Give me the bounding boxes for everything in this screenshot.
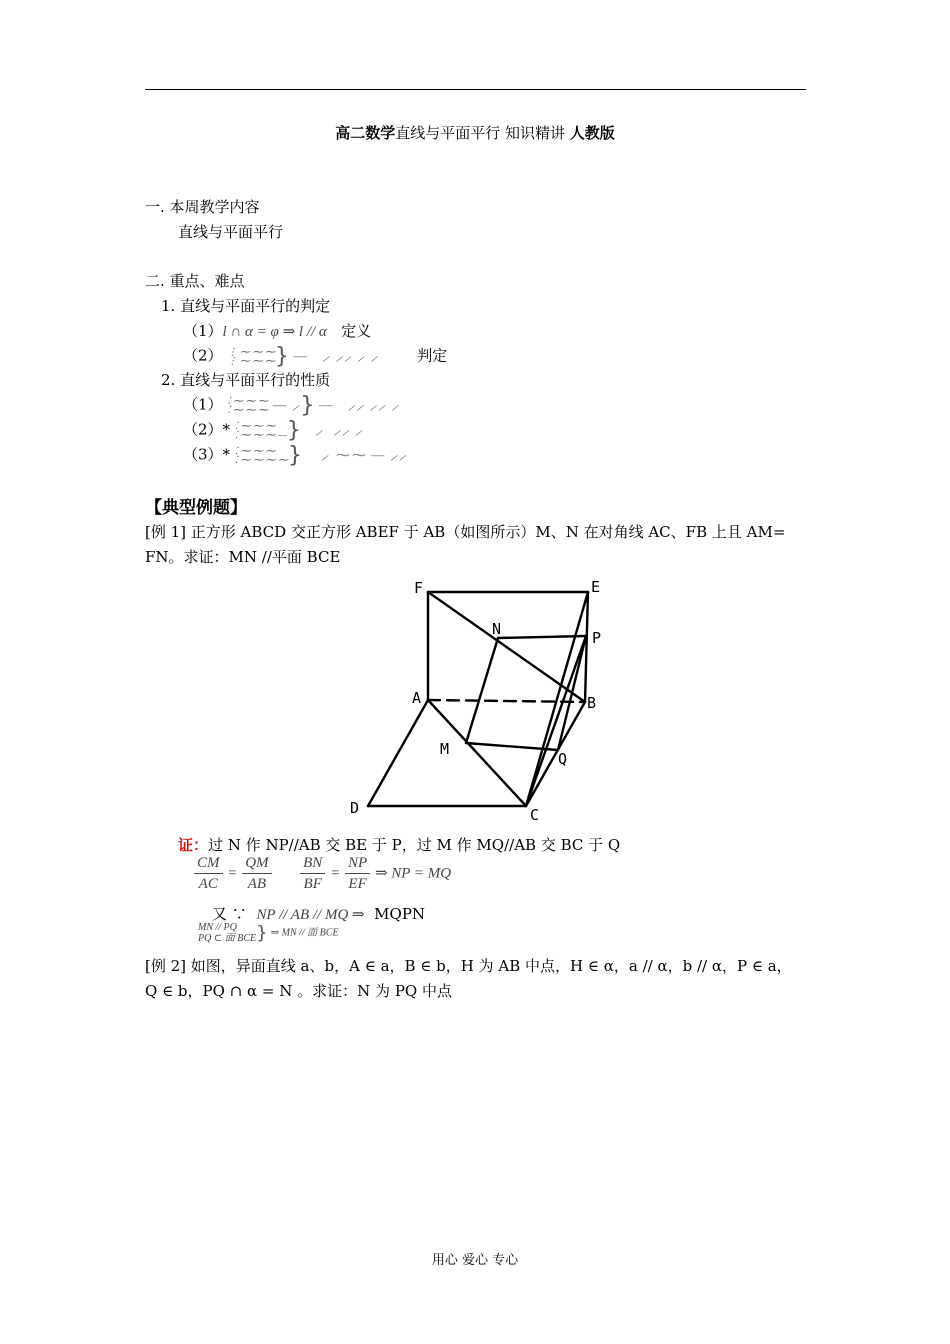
edge-CP [526,636,586,806]
label-E: E [591,578,601,596]
label-N: N [492,620,502,638]
label-B: B [587,694,597,712]
blurred-formula: ⁚ ⁓ ⁓ ⁓ ⁚ ⁓ ⁓ ⁓ — [234,420,287,441]
edge-NP [498,636,586,638]
edge-PQ [558,636,586,750]
edge-CB [526,702,585,806]
label-C: C [530,806,540,824]
example-1-line-1: [例 1] 正方形 ABCD 交正方形 ABEF 于 AB（如图所示）M、N 在对角线 AC、FB 上且 AM= [145,523,786,541]
edge-EB [585,592,588,702]
footer: 用心 爱心 专心 [431,1253,519,1268]
blurred-formula: ⁚ ⁓ ⁓ ⁓ ⁚ ⁓ ⁓ ⁓ ⁓ [234,445,289,466]
label-A: A [412,689,422,707]
proof-label: 证： [178,836,209,854]
label-P: P [592,629,602,647]
theorem-tag: 判定 [417,346,448,365]
section-1-heading: 一. 本周教学内容 [145,198,260,216]
section-2-heading: 二. 重点、难点 [145,272,245,290]
edge-AD [368,700,428,806]
item-2-1: （1） ⁚ ⁓ ⁓ ⁓ ⁚ ⁓ ⁓ ⁓ — ⸝} — ⸝⸝ ⸝⸝ ⸝ [183,393,400,418]
edge-NM [466,638,498,743]
label-Q: Q [558,750,568,768]
definition-tag: 定义 [341,322,372,340]
definition-formula: l ∩ α = φ ⇒ l // α [222,324,327,340]
example-2-line-1: [例 2] 如图，异面直线 a、b，A ∈ a，B ∈ b，H 为 AB 中点，H ∈ α，a // α，b // α，P ∈ a， [145,957,792,975]
label-M: M [440,740,450,758]
label-F: F [414,579,424,597]
item-1-1: （1）l ∩ α = φ ⇒ l // α 定义 [183,322,372,340]
example-1-line-2: FN。求证：MN //平面 BCE [145,548,341,566]
section-1-content: 直线与平面平行 [178,223,284,241]
proof-line: 证：过 N 作 NP//AB 交 BE 于 P，过 M 作 MQ//AB 交 BC 于 Q [178,836,621,854]
label-D: D [350,799,360,817]
item-2-3: （3）* ⁚ ⁓ ⁓ ⁓ ⁚ ⁓ ⁓ ⁓ ⁓} ⸝ ⁓⁓ — ⸝⸝ [183,443,408,468]
parallelogram-result: MQPN [374,905,426,923]
proof-ratio-equation: $\frac{CM}{AC}$ = $\frac{QM}{AB}$ $\frac{BN}{BF}$ = $\frac{NP}{EF}$ ⇒ NP = MQ [194,853,451,894]
blurred-formula: ⁚ ⁓ ⁓ ⁓ ⁚ ⁓ ⁓ ⁓ [227,395,269,416]
header-rule [145,89,806,90]
blurred-formula: ⋮ ⁓ ⁓ ⁓ ⋮ ⁓ ⁓ ⁓ [227,346,275,367]
item-2-2: （2）* ⁚ ⁓ ⁓ ⁓ ⁚ ⁓ ⁓ ⁓ —} ⸝ ⸝⸝ ⸝ [183,418,364,443]
page-title: 高二数学直线与平面平行 知识精讲 人教版 [335,124,615,142]
examples-heading: 【典型例题】 [145,498,247,518]
geometry-figure [340,570,630,830]
item-2-heading: 2. 直线与平面平行的性质 [161,371,331,389]
item-1-heading: 1. 直线与平面平行的判定 [161,297,331,315]
proof-system: MN // PQ PQ ⊂ 面 BCE } ⇒ MN // 面 BCE [198,922,339,944]
item-1-2: （2） ⋮ ⁓ ⁓ ⁓ ⋮ ⁓ ⁓ ⁓} — ⸝ ⸝⸝ ⸝ ⸝ 判定 [183,344,448,369]
edge-AB-dashed [428,700,585,702]
example-2-line-2: Q ∈ b，PQ ∩ α = N 。求证：N 为 PQ 中点 [145,982,452,1000]
proof-parallel-line: 又 ∵ NP // AB // MQ ⇒ MQPN [212,905,426,923]
